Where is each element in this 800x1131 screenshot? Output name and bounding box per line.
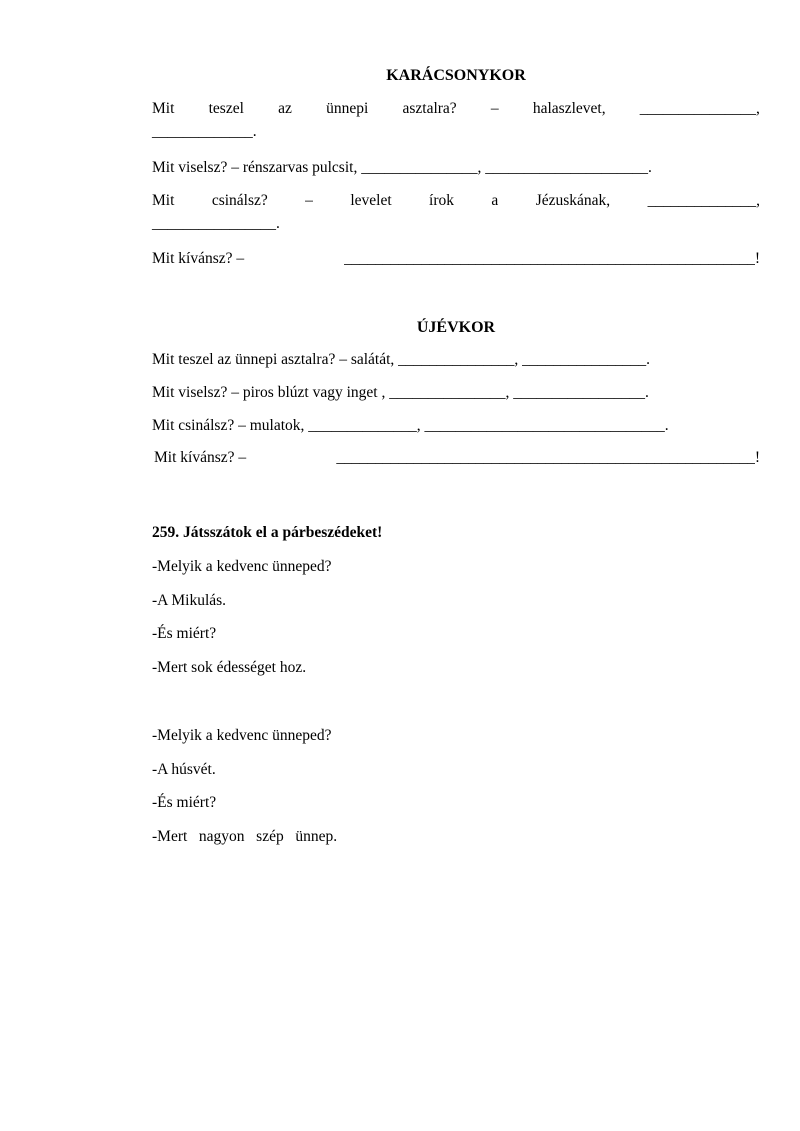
new-year-question-wish xyxy=(154,449,760,467)
new-year-section xyxy=(152,316,760,466)
new-year-question-do: Mit csinálsz? – mulatok, ______________, _______________________________. xyxy=(152,417,669,434)
dialog-line: -A Mikulás. xyxy=(152,592,227,609)
dialog-line: -És miért? xyxy=(152,625,217,642)
word: teszel xyxy=(208,100,244,117)
word: Mit xyxy=(152,192,175,209)
word: ünnepi xyxy=(326,100,369,117)
word: halaszlevet, xyxy=(532,100,606,117)
answer-blank: ______________, xyxy=(647,192,760,209)
word: – xyxy=(305,192,313,209)
dialog-line: -A húsvét. xyxy=(152,761,216,778)
word: Jézuskának, xyxy=(535,192,611,209)
dialog-line: -Mert nagyon szép ünnep. xyxy=(152,828,338,845)
christmas-question-wish xyxy=(152,250,760,268)
word: asztalra? xyxy=(402,100,457,117)
new-year-question-table: Mit teszel az ünnepi asztalra? – salátát, _______________, ________________. xyxy=(152,351,651,368)
word: írok xyxy=(429,192,455,209)
christmas-question-wear: Mit viselsz? – rénszarvas pulcsit, _______________, _____________________. xyxy=(152,159,652,176)
wish-label: Mit kívánsz? – xyxy=(152,250,245,267)
answer-blank: _______________, xyxy=(639,100,760,117)
christmas-table-continuation: _____________. xyxy=(152,123,257,140)
new-year-question-wear: Mit viselsz? – piros blúzt vagy inget , _______________, _________________. xyxy=(152,384,649,401)
christmas-heading: KARÁCSONYKOR xyxy=(386,67,526,84)
new-year-heading: ÚJÉVKOR xyxy=(416,319,496,336)
christmas-do-continuation: ________________. xyxy=(152,215,280,232)
answer-blank: ______________________________________________________! xyxy=(336,449,760,466)
exercise-title: 259. Játsszátok el a párbeszédeket! xyxy=(152,524,383,541)
christmas-question-do xyxy=(152,192,760,210)
dialog-line: -Mert sok édességet hoz. xyxy=(152,659,307,676)
christmas-section xyxy=(152,64,760,267)
christmas-question-table xyxy=(152,100,760,118)
word: csinálsz? xyxy=(211,192,268,209)
exercise-259 xyxy=(152,523,760,845)
dialog-line: -Melyik a kedvenc ünneped? xyxy=(152,558,332,575)
word: az xyxy=(278,100,292,117)
word: Mit xyxy=(152,100,175,117)
dialog-line: -Melyik a kedvenc ünneped? xyxy=(152,727,332,744)
answer-blank: _____________________________________________________! xyxy=(344,250,760,267)
word: – xyxy=(490,100,499,117)
word: levelet xyxy=(350,192,392,209)
wish-label: Mit kívánsz? – xyxy=(154,449,247,466)
dialog-line: -És miért? xyxy=(152,794,217,811)
word: a xyxy=(491,192,499,209)
